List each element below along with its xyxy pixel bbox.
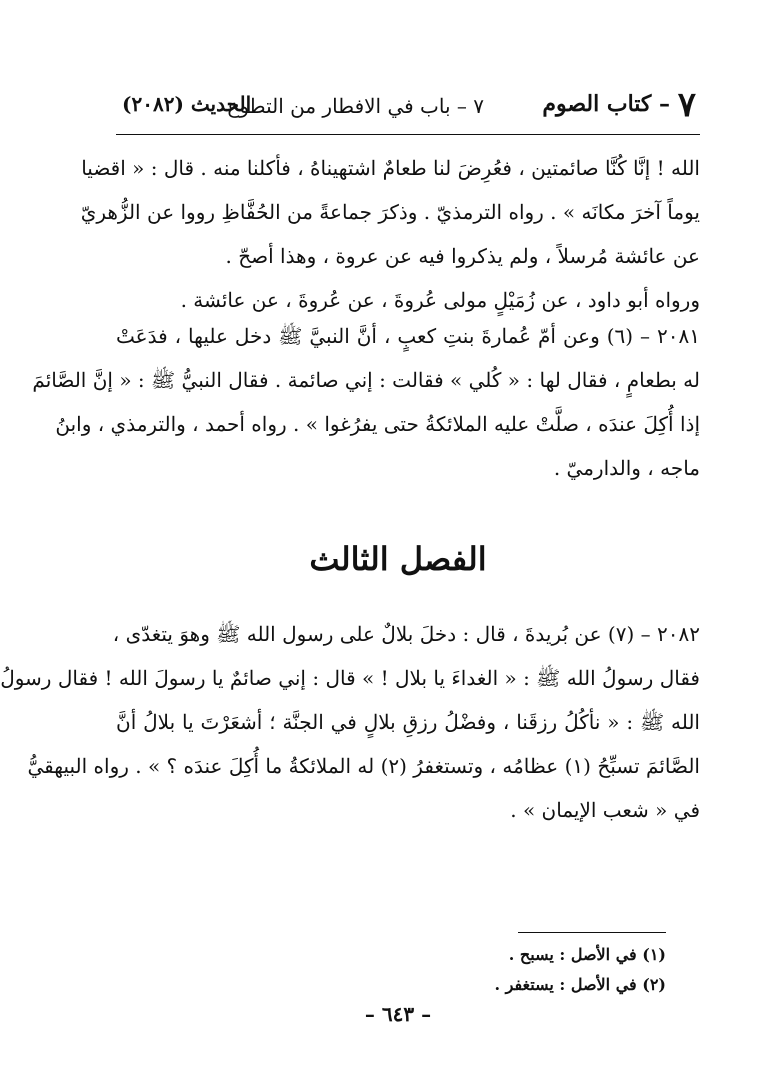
text-line: له بطعامٍ ، فقال لها : « كُلي » فقالت : إني صائمة . فقال النبيُّ ﷺ : « إنَّ الصَّائمَ xyxy=(32,368,700,392)
text-line: الله ! إنَّا كُنَّا صائمتين ، فعُرِضَ لنا طعامٌ اشتهيناهُ ، فأكلنا منه . قال : « اقضيا xyxy=(81,156,700,180)
footnote-1: (١) في الأصل : يسبح . xyxy=(508,945,666,964)
header-divider xyxy=(116,134,700,135)
text-line: يوماً آخرَ مكانَه » . رواه الترمذيّ . وذكرَ جماعةً من الحُفَّاظِ رووا عن الزُّهريّ xyxy=(80,200,700,224)
footnote-2: (٢) في الأصل : يستغفر . xyxy=(494,975,666,994)
text-line: في « شعب الإيمان » . xyxy=(510,798,700,822)
text-line: ماجه ، والدارميّ . xyxy=(553,456,700,480)
text-line: عن عائشة مُرسلاً ، ولم يذكروا فيه عن عروة ، وهذا أصحّ . xyxy=(225,244,700,268)
text-line: فقال رسولُ الله ﷺ : « الغداءَ يا بلال ! » قال : إني صائمٌ يا رسولَ الله ! فقال رسولُ xyxy=(0,666,700,690)
hadith-2081 xyxy=(32,314,700,490)
chapter-title: – كتاب الصوم xyxy=(542,91,671,117)
text-line: إذا أُكِلَ عندَه ، صلَّتْ عليه الملائكةُ حتى يفرُغوا » . رواه أحمد ، والترمذي ، وابنُ xyxy=(55,412,700,436)
hadith-reference: الحديث (٢٠٨٢) xyxy=(122,92,252,116)
section-heading: ٧ – باب في الافطار من التطوع xyxy=(227,94,484,118)
section-title: الفصل الثالث xyxy=(309,540,487,578)
chapter-number: ٧ xyxy=(677,85,696,125)
text-line: ورواه أبو داود ، عن زُمَيْلٍ مولى عُروةَ ، عن عُروةَ ، عن عائشة . xyxy=(180,288,700,312)
running-header xyxy=(122,85,696,128)
text-line: ٢٠٨١ – (٦) وعن أمّ عُمارةَ بنتِ كعبٍ ، أنَّ النبيَّ ﷺ دخل عليها ، فدَعَتْ xyxy=(116,324,700,348)
page-number: – ٦٤٣ – xyxy=(364,1002,432,1026)
text-line: الصَّائمَ تسبِّحُ (١) عظامُه ، وتستغفرُ (٢) له الملائكةُ ما أُكِلَ عندَه ؟ » . رواه البيهقيُّ xyxy=(27,754,700,778)
top-paragraph xyxy=(80,146,700,322)
hadith-2082 xyxy=(0,612,700,832)
text-line: ٢٠٨٢ – (٧) عن بُريدةَ ، قال : دخلَ بلالٌ على رسول الله ﷺ وهوَ يتغدّى ، xyxy=(112,622,700,646)
text-line: الله ﷺ : « نأكُلُ رزقَنا ، وفضْلُ رزقِ بلالٍ في الجنَّة ؛ أشعَرْتَ يا بلالُ أنَّ xyxy=(116,710,700,734)
footnotes xyxy=(366,940,666,1000)
footnote-divider xyxy=(518,932,666,933)
chapter-heading xyxy=(542,85,696,125)
